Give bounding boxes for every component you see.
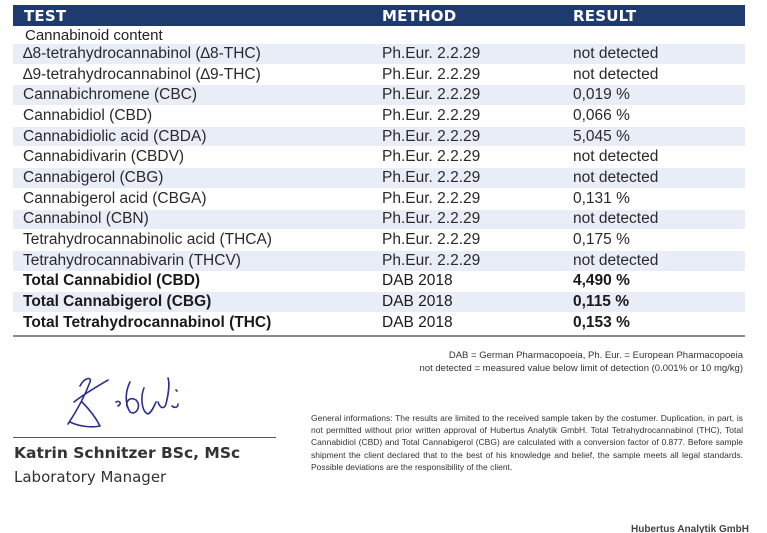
method-cell: Ph.Eur. 2.2.29 bbox=[382, 44, 481, 62]
method-cell: Ph.Eur. 2.2.29 bbox=[382, 210, 481, 228]
table-row bbox=[13, 168, 745, 189]
result-cell: 0,115 % bbox=[573, 293, 630, 311]
method-cell: Ph.Eur. 2.2.29 bbox=[382, 106, 481, 124]
table-header bbox=[13, 5, 745, 26]
method-cell: Ph.Eur. 2.2.29 bbox=[382, 148, 481, 166]
result-cell: 0,066 % bbox=[573, 106, 630, 124]
total-row bbox=[13, 313, 745, 334]
result-cell: not detected bbox=[573, 168, 659, 186]
header-result: RESULT bbox=[573, 6, 637, 25]
result-cell: 0,131 % bbox=[573, 189, 630, 207]
result-cell: not detected bbox=[573, 251, 659, 269]
method-cell: Ph.Eur. 2.2.29 bbox=[382, 231, 481, 249]
header-method: METHOD bbox=[382, 6, 457, 25]
table-row bbox=[13, 65, 745, 86]
test-cell: Cannabichromene (CBC) bbox=[23, 86, 198, 104]
result-cell: not detected bbox=[573, 65, 659, 83]
table-row bbox=[13, 106, 745, 127]
footnote-not-detected: not detected = measured value below limit of detection (0.001% or 10 mg/kg) bbox=[419, 363, 743, 374]
table-row bbox=[13, 127, 745, 148]
method-cell: DAB 2018 bbox=[382, 313, 453, 331]
method-cell: DAB 2018 bbox=[382, 272, 453, 290]
test-cell: ∆8-tetrahydrocannabinol (∆8-THC) bbox=[23, 44, 261, 62]
total-row bbox=[13, 272, 745, 293]
test-cell: Cannabidiolic acid (CBDA) bbox=[23, 127, 207, 145]
section-label: Cannabinoid content bbox=[25, 26, 163, 44]
result-cell: not detected bbox=[573, 210, 659, 228]
test-cell: Cannabigerol (CBG) bbox=[23, 168, 164, 186]
test-cell: ∆9-tetrahydrocannabinol (∆9-THC) bbox=[23, 65, 261, 83]
results-table bbox=[13, 5, 745, 337]
header-test: TEST bbox=[24, 6, 67, 25]
test-cell: Total Cannabigerol (CBG) bbox=[23, 293, 212, 311]
method-cell: Ph.Eur. 2.2.29 bbox=[382, 168, 481, 186]
signer-name: Katrin Schnitzer BSc, MSc bbox=[14, 444, 241, 462]
table-row bbox=[13, 85, 745, 106]
method-cell: Ph.Eur. 2.2.29 bbox=[382, 251, 481, 269]
test-cell: Tetrahydrocannabivarin (THCV) bbox=[23, 251, 241, 269]
method-cell: Ph.Eur. 2.2.29 bbox=[382, 127, 481, 145]
table-bottom-rule bbox=[13, 335, 745, 337]
result-cell: 5,045 % bbox=[573, 127, 630, 145]
result-cell: 4,490 % bbox=[573, 272, 630, 290]
result-cell: 0,153 % bbox=[573, 313, 630, 331]
method-cell: Ph.Eur. 2.2.29 bbox=[382, 189, 481, 207]
company-name: Hubertus Analytik GmbH bbox=[631, 524, 749, 533]
method-cell: DAB 2018 bbox=[382, 293, 453, 311]
method-cell: Ph.Eur. 2.2.29 bbox=[382, 65, 481, 83]
test-cell: Cannabinol (CBN) bbox=[23, 210, 149, 228]
test-cell: Cannabidivarin (CBDV) bbox=[23, 148, 185, 166]
table-row bbox=[13, 147, 745, 168]
result-cell: not detected bbox=[573, 44, 659, 62]
table-row bbox=[13, 251, 745, 272]
table-row bbox=[13, 189, 745, 210]
signature-line bbox=[13, 437, 276, 438]
footnote-abbreviations: DAB = German Pharmacopoeia, Ph. Eur. = European Pharmacopoeia bbox=[448, 350, 743, 361]
table-row bbox=[13, 210, 745, 231]
signer-role: Laboratory Manager bbox=[14, 468, 167, 486]
test-cell: Cannabigerol acid (CBGA) bbox=[23, 189, 207, 207]
test-cell: Total Tetrahydrocannabinol (THC) bbox=[23, 313, 272, 331]
total-row bbox=[13, 292, 745, 313]
table-body bbox=[13, 44, 745, 334]
result-cell: not detected bbox=[573, 148, 659, 166]
result-cell: 0,175 % bbox=[573, 231, 630, 249]
test-cell: Tetrahydrocannabinolic acid (THCA) bbox=[23, 231, 272, 249]
test-cell: Cannabidiol (CBD) bbox=[23, 106, 153, 124]
result-cell: 0,019 % bbox=[573, 86, 630, 104]
method-cell: Ph.Eur. 2.2.29 bbox=[382, 86, 481, 104]
table-row bbox=[13, 230, 745, 251]
table-row bbox=[13, 44, 745, 65]
test-cell: Total Cannabidiol (CBD) bbox=[23, 272, 201, 290]
general-information: General informations: The results are limited to the received sample taken by the costumer. Duplication, in part, is not permitted without prior written approval of Hubertus Analytik GmbH. Total Tetrahydrocannabinol (THC), Total Cannabidiol (CBD) and Total Cannabigerol (CBG) are calculated with a conversion factor of 0.877. Before sample shipment the client declared that to the best of his knowledge and belief, the sample meets all legal standards. Possible deviations are the responsibility of the client. bbox=[311, 413, 743, 472]
footnotes bbox=[420, 349, 743, 375]
handwritten-signature bbox=[60, 372, 190, 432]
